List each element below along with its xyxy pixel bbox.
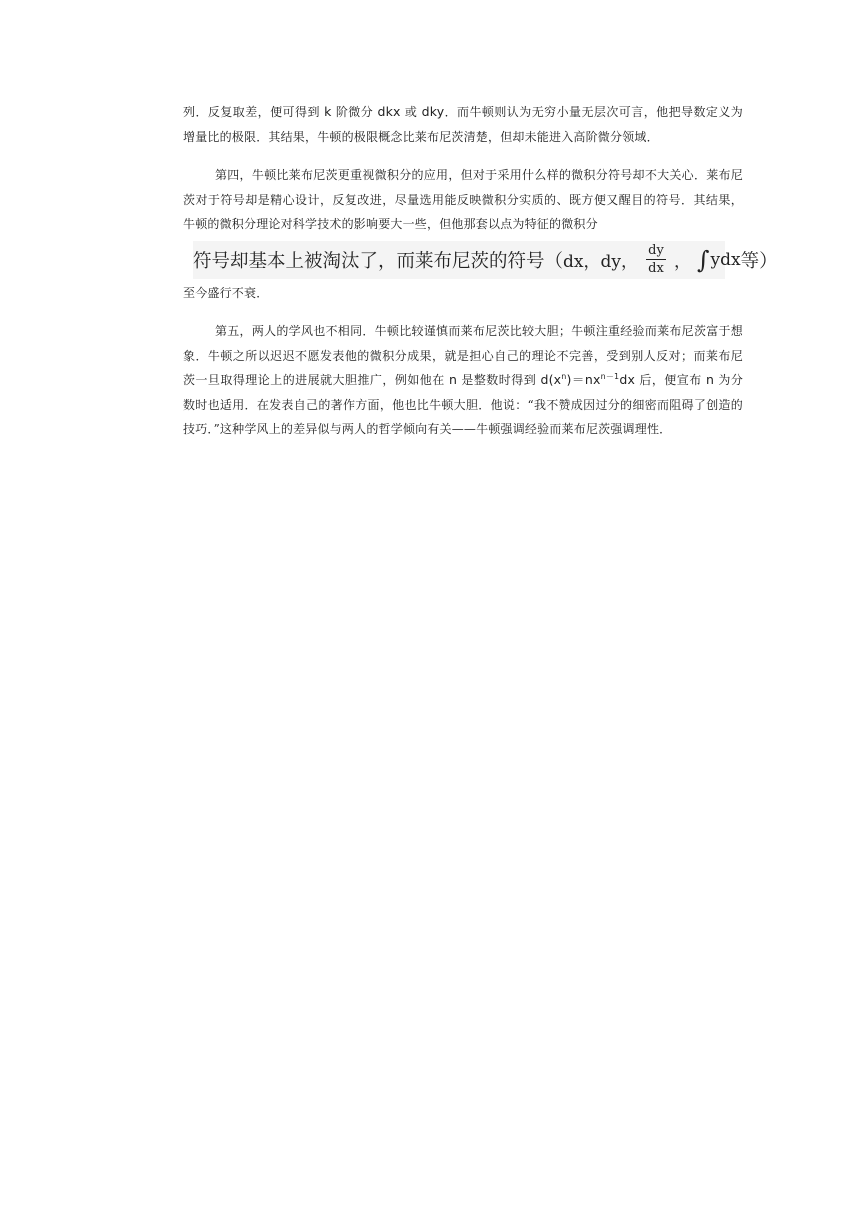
formula-superscript — [601, 372, 620, 381]
paragraph-2: 第四，牛顿比莱布尼茨更重视微积分的应用，但对于采用什么样的微积分符号却不大关心．莱布尼茨对于符号却是精心设计，反复改进，尽量选用能反映微积分实质的、既方便又醒目的符号．其结果，牛顿的微积分理论对科学技术的影响要大一些，但他那套以点为特征的微积分 — [183, 168, 743, 231]
paragraph-4 — [183, 319, 743, 442]
formula-superscript: n — [561, 371, 567, 381]
integral-sign: ∫ — [697, 245, 710, 274]
text-run: ．而牛顿则认为无穷小量无层次可言，他把导数定义为增量比的极限．其结果，牛顿的极限概念比莱布尼茨清楚，但却未能进入高阶微分领域． — [183, 105, 744, 144]
formula-tail-text: 等） — [740, 250, 778, 272]
text-run: 第五，两人的学风也不相同．牛顿比较谨慎而莱布尼茨比较大胆；牛顿注重经验而莱布尼茨富于想象．牛顿之所以迟迟不愿发表他的微积分成果，就是担心自己的理论不完善，受到别人反对；而莱布尼茨一旦取得理论上的进展就大胆推广，例如他在 — [183, 324, 743, 387]
symbol-dx: dx， — [563, 252, 601, 272]
paragraph-3: 至今盛行不衰． — [183, 285, 269, 300]
math-n: n — [448, 372, 458, 387]
document-page — [183, 100, 778, 442]
math-k: k — [324, 104, 332, 119]
fraction-denominator: dx — [648, 261, 664, 276]
text-run: 是整数时得到 — [457, 373, 541, 387]
math-dkx: dkx — [377, 104, 401, 119]
math-n: n — [705, 372, 715, 387]
fraction-bar — [646, 259, 666, 260]
fraction-dy-dx — [646, 243, 666, 276]
math-derivative-formula — [540, 372, 635, 387]
text-run: 或 — [400, 105, 422, 119]
text-run: 列．反复取差，便可得到 — [183, 105, 325, 119]
fraction-numerator: dy — [648, 243, 664, 258]
formula-part: d(x — [540, 372, 562, 387]
symbol-ydx: ydx — [710, 249, 741, 270]
formula-lead-text: 符号却基本上被淘汰了，而莱布尼茨的符号（ — [193, 250, 564, 272]
leibniz-notation-image — [193, 241, 778, 279]
text-run: 后，便宣布 — [635, 373, 706, 387]
formula-comma: ， — [674, 252, 691, 272]
formula-part: dx — [619, 372, 636, 387]
symbol-dy: dy， — [600, 252, 638, 272]
formula-part: 1 — [614, 371, 620, 381]
text-run: 为分数时也适用．在发表自己的著作方面，他也比牛顿大胆．他说：“我不赞成因过分的细密而阻碍了创造的技巧．”这种学风上的差异似与两人的哲学倾向有关——牛顿强调经验而莱布尼茨强调理性． — [183, 373, 744, 436]
text-run: 阶微分 — [331, 105, 378, 119]
math-dky: dky — [421, 104, 445, 119]
formula-part: n — [600, 371, 606, 381]
formula-part: )＝nx — [566, 372, 601, 387]
paragraph-1 — [183, 100, 743, 149]
formula-part: － — [605, 371, 615, 381]
